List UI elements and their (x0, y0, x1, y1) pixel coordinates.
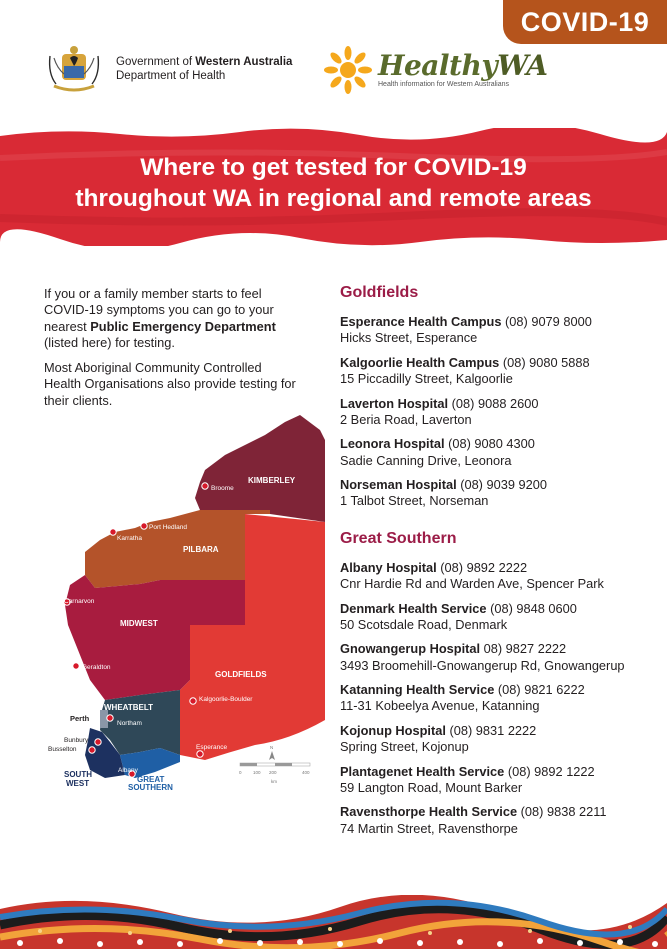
map-marker-esperance (197, 751, 203, 757)
facility-address: 50 Scotsdale Road, Denmark (340, 616, 508, 632)
facility-laverton (340, 396, 640, 429)
map-north-label: N (270, 745, 274, 750)
facility-phone: (08) 9821 6222 (497, 682, 585, 698)
page-title-line2: throughout WA in regional and remote areas (75, 185, 592, 212)
facility-phone: (08) 9838 2211 (520, 804, 607, 820)
facility-name: Gnowangerup Hospital (340, 641, 481, 657)
map-marker-perth (107, 715, 113, 721)
facility-name: Katanning Health Service (340, 682, 495, 698)
healthywa-tagline: Health information for Western Australians (378, 81, 509, 88)
facility-name: Norseman Hospital (340, 477, 457, 493)
facility-phone: (08) 9079 8000 (505, 314, 592, 329)
facility-list (340, 284, 640, 845)
facility-address: 74 Martin Street, Ravensthorpe (340, 820, 518, 836)
facility-address: Cnr Hardie Rd and Warden Ave, Spencer Park (340, 576, 604, 592)
covid-tag (503, 0, 667, 44)
facility-name: Kalgoorlie Health Campus (340, 354, 500, 370)
facility-address: Spring Street, Kojonup (340, 739, 469, 755)
intro-paragraph-2: Most Aboriginal Community Controlled Health Organisations also provide testing for their clients. (44, 360, 296, 408)
intro-text (44, 286, 300, 418)
map-label-great: GREAT (137, 775, 165, 784)
north-arrow-icon (269, 751, 275, 760)
facility-phone: (08) 9080 5888 (502, 354, 590, 370)
map-marker-port-hedland (141, 523, 147, 529)
healthywa-name-healthy: Healthy (378, 49, 498, 82)
map-town-albany: Albany (118, 767, 138, 774)
facility-phone: (08) 9848 0600 (490, 600, 577, 616)
map-town-northam: Northam (117, 720, 142, 727)
facility-kalgoorlie (340, 355, 640, 388)
intro-paragraph-1 (44, 286, 300, 351)
facility-plantagenet (340, 764, 640, 797)
facility-albany (340, 560, 640, 593)
facility-denmark (340, 601, 640, 634)
facility-name: Denmark Health Service (340, 600, 487, 616)
healthywa-logo (324, 46, 548, 94)
facility-address: 59 Langton Road, Mount Barker (340, 779, 523, 795)
government-logo (44, 44, 292, 94)
facility-phone: (08) 9039 9200 (460, 477, 547, 493)
map-town-carnarvon: Carnarvon (64, 598, 95, 605)
map-region-kimberley (195, 415, 325, 522)
intro-p1-text: If you or a family member starts to feel COVID-19 symptoms you can go to your nearest (44, 286, 274, 334)
map-town-bunbury: Bunbury (64, 737, 89, 744)
facility-kojonup (340, 723, 640, 756)
section-heading-great-southern: Great Southern (340, 529, 457, 547)
map-marker-broome (202, 483, 208, 489)
page-title-line1: Where to get tested for COVID-19 (140, 154, 527, 181)
map-marker-busselton (89, 747, 95, 753)
facility-address: 11-31 Kobeelya Avenue, Katanning (340, 698, 540, 714)
map-town-kalgoorlie: Kalgoorlie-Boulder (199, 696, 253, 703)
facility-phone: (08) 9892 1222 (507, 763, 595, 779)
facility-name: Albany Hospital (340, 559, 437, 575)
facility-address: 2 Beria Road, Laverton (340, 411, 472, 427)
facility-address: Sadie Canning Drive, Leonora (340, 452, 512, 468)
map-marker-bunbury (95, 739, 101, 745)
section-great-southern (340, 560, 640, 837)
facility-katanning (340, 682, 640, 715)
map-town-karratha: Karratha (117, 535, 142, 542)
page-title (0, 152, 667, 214)
map-label-wheatbelt: WHEATBELT (104, 703, 154, 712)
facility-address: 1 Talbot Street, Norseman (340, 493, 489, 509)
map-marker-geraldton (73, 663, 79, 669)
intro-p1-bold: Public Emergency Department (90, 318, 276, 334)
facility-phone: (08) 9080 4300 (448, 436, 535, 452)
facility-phone: 08) 9827 2222 (483, 641, 567, 657)
map-scale-bar (239, 745, 310, 784)
facility-address: 3493 Broomehill-Gnowangerup Rd, Gnowangerup (340, 657, 625, 673)
government-text (116, 55, 292, 83)
healthywa-name (378, 49, 548, 82)
facility-leonora (340, 436, 640, 469)
wa-regions-map (40, 410, 325, 795)
department-line: Department of Health (116, 70, 226, 82)
map-marker-kalgoorlie (190, 698, 196, 704)
facility-esperance (340, 314, 640, 347)
healthywa-name-wa: WA (497, 49, 548, 82)
facility-name: Laverton Hospital (340, 395, 449, 411)
government-line1 (116, 55, 292, 69)
facility-address: 15 Piccadilly Street, Kalgoorlie (340, 371, 513, 387)
facility-address: Hicks Street, Esperance (340, 330, 478, 346)
map-label-goldfields: GOLDFIELDS (215, 670, 267, 679)
section-heading-goldfields: Goldfields (340, 284, 419, 301)
map-scale-100: 100 (253, 770, 261, 775)
healthywa-wordmark (378, 49, 548, 88)
map-label-pilbara: PILBARA (183, 545, 219, 554)
facility-name: Plantagenet Health Service (340, 763, 505, 779)
facility-name: Leonora Hospital (340, 436, 445, 452)
aboriginal-art-footer (0, 895, 667, 949)
covid-tag-label: COVID-19 (520, 6, 650, 37)
map-scale-400: 400 (302, 770, 310, 775)
intro-p1-end: (listed here) for testing. (44, 334, 175, 350)
map-scale-unit: km (271, 779, 277, 784)
map-town-esperance: Esperance (196, 744, 228, 751)
map-town-geraldton: Geraldton (82, 664, 111, 671)
map-label-kimberley: KIMBERLEY (248, 476, 296, 485)
sun-icon (324, 46, 374, 94)
facility-gnowangerup (340, 641, 640, 674)
facility-name: Ravensthorpe Health Service (340, 804, 518, 820)
map-marker-karratha (110, 529, 116, 535)
map-label-southern: SOUTHERN (128, 783, 173, 792)
map-scale-200: 200 (269, 770, 277, 775)
facility-norseman (340, 477, 640, 510)
facility-phone: (08) 9892 2222 (440, 559, 528, 575)
facility-phone: (08) 9088 2600 (451, 395, 539, 411)
wa-crest-icon (44, 44, 104, 94)
facility-name: Kojonup Hospital (340, 722, 446, 738)
government-state: Western Australia (195, 56, 293, 68)
section-goldfields (340, 314, 640, 510)
map-town-port-hedland: Port Hedland (149, 524, 187, 531)
map-town-perth: Perth (70, 714, 90, 723)
government-prefix: Government of (116, 56, 196, 68)
facility-ravensthorpe (340, 804, 640, 837)
map-label-midwest: MIDWEST (120, 619, 158, 628)
map-scale-0: 0 (239, 770, 242, 775)
map-region-pilbara (85, 510, 270, 588)
map-town-broome: Broome (211, 485, 234, 492)
facility-name: Esperance Health Campus (340, 314, 502, 329)
facility-phone: (08) 9831 2222 (449, 722, 537, 738)
map-label-south: SOUTH (64, 770, 92, 779)
map-label-west: WEST (66, 779, 90, 788)
map-town-busselton: Busselton (48, 746, 77, 753)
